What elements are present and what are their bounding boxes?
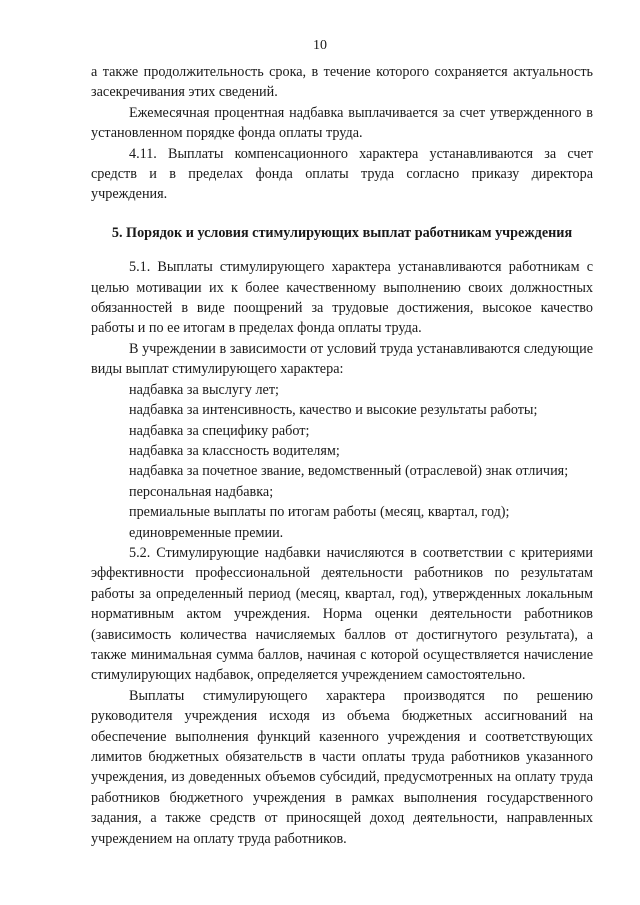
- page-number: 10: [313, 38, 327, 53]
- list-item: надбавка за интенсивность, качество и высокие результаты работы;: [129, 402, 538, 419]
- list-item: единовременные премии.: [129, 524, 284, 541]
- paragraph-5-2: 5.2. Стимулирующие надбавки начисляются в соответствии с критериями эффективности профессиональной деятельности работников по результатам работы за определенный период (месяц, квартал, год), утвержденных локальным нормативным актом учреждения. Норма оценки деятельности работников (зависимость количества начисляемых баллов от достигнутого результата), а также минимальная сумма баллов, начиная с которой осуществляется начисление стимулирующих надбавок, определяется учреждением самостоятельно.: [91, 544, 593, 684]
- paragraph-5-1: 5.1. Выплаты стимулирующего характера устанавливаются работникам с целью мотивации их к более качественному выполнению своих должностных обязанностей в виде поощрений за трудовые достижения, высокое качество работы и по ее итогам в пределах фонда оплаты труда.: [91, 259, 593, 337]
- list-item: надбавка за классность водителям;: [129, 442, 340, 459]
- list-item: надбавка за выслугу лет;: [129, 381, 279, 398]
- list-item: премиальные выплаты по итогам работы (месяц, квартал, год);: [129, 504, 510, 521]
- list-item: персональная надбавка;: [129, 483, 274, 500]
- paragraph-payment-decision: Выплаты стимулирующего характера производятся по решению руководителя учреждения исходя из объема бюджетных ассигнований на обеспечение выполнения функций казенного учреждения и соответствующих лимитов бюджетных обязательств в части оплаты труда работников указанного учреждения, из доведенных объемов субсидий, предусмотренных на оплату труда работников бюджетного учреждения в рамках выполнения государственного задания, а также средств от приносящей доход деятельности, направленных учреждением на оплату труда работников.: [91, 687, 593, 847]
- list-item: надбавка за специфику работ;: [129, 422, 310, 439]
- paragraph-4-11: 4.11. Выплаты компенсационного характера устанавливаются за счет средств и в пределах фонда оплаты труда согласно приказу директора учреждения.: [91, 145, 593, 203]
- document-body: [91, 62, 593, 849]
- paragraph-payment-types: В учреждении в зависимости от условий труда устанавливаются следующие виды выплат стимулирующего характера:: [91, 340, 593, 378]
- paragraph-monthly-allowance: Ежемесячная процентная надбавка выплачивается за счет утвержденного в установленном порядке фонда оплаты труда.: [91, 104, 593, 142]
- paragraph-continuation: а также продолжительность срока, в течение которого сохраняется актуальность засекречивания этих сведений.: [91, 64, 593, 101]
- section-heading: 5. Порядок и условия стимулирующих выплат работникам учреждения: [111, 224, 573, 241]
- list-item: надбавка за почетное звание, ведомственный (отраслевой) знак отличия;: [129, 463, 569, 480]
